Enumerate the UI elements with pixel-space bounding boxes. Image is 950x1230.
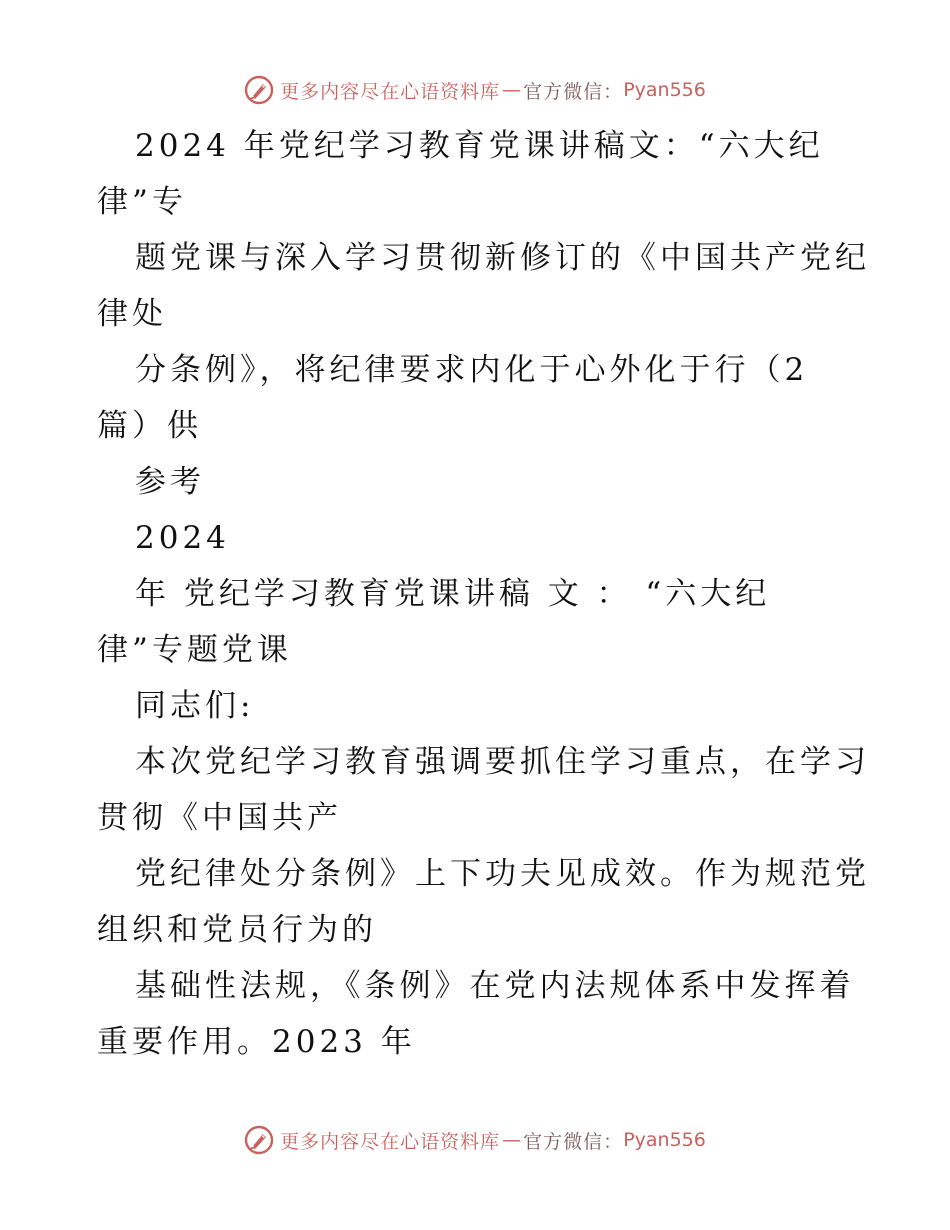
text-line: 律”专题党课: [97, 632, 292, 668]
text-line: 年 党纪学习教育党课讲稿 文 ： “六大纪: [135, 576, 771, 612]
text-line: 同志们:: [135, 688, 255, 724]
text-line: 律”专: [97, 184, 187, 220]
document-body: [0, 118, 950, 1070]
pen-nib-logo-icon: [244, 1125, 274, 1155]
footer-banner: [0, 1120, 950, 1160]
text-line: 律处: [97, 296, 167, 332]
text-line: 党纪律处分条例》上下功夫见成效。作为规范党: [135, 856, 870, 892]
header-banner: [0, 70, 950, 110]
text-line: 2024 年党纪学习教育党课讲稿文：“六大纪: [135, 128, 824, 164]
banner-wechat-id: Pyan556: [623, 1129, 706, 1151]
text-line: 篇）供: [97, 408, 202, 444]
banner-separator: —: [502, 1129, 522, 1151]
text-line: 参考: [135, 464, 205, 500]
text-line: 基础性法规，《条例》在党内法规体系中发挥着: [135, 968, 855, 1004]
text-line: 分条例》，将纪律要求内化于心外化于行（2: [135, 352, 809, 388]
banner-separator: —: [502, 79, 522, 101]
text-line: 组织和党员行为的: [97, 912, 377, 948]
banner-text: 更多内容尽在心语资料库: [280, 1130, 501, 1153]
pen-nib-logo-icon: [244, 75, 274, 105]
text-line: 2024: [135, 520, 230, 556]
banner-text: 更多内容尽在心语资料库: [280, 80, 501, 103]
text-line: 本次党纪学习教育强调要抓住学习重点，在学习: [135, 744, 870, 780]
text-line: 贯彻《中国共产: [97, 800, 342, 836]
banner-label: 官方微信：: [523, 1130, 624, 1153]
banner-wechat-id: Pyan556: [623, 79, 706, 101]
banner-label: 官方微信：: [523, 80, 624, 103]
text-line: 重要作用。2023 年: [97, 1024, 416, 1060]
text-line: 题党课与深入学习贯彻新修订的《中国共产党纪: [135, 240, 870, 276]
